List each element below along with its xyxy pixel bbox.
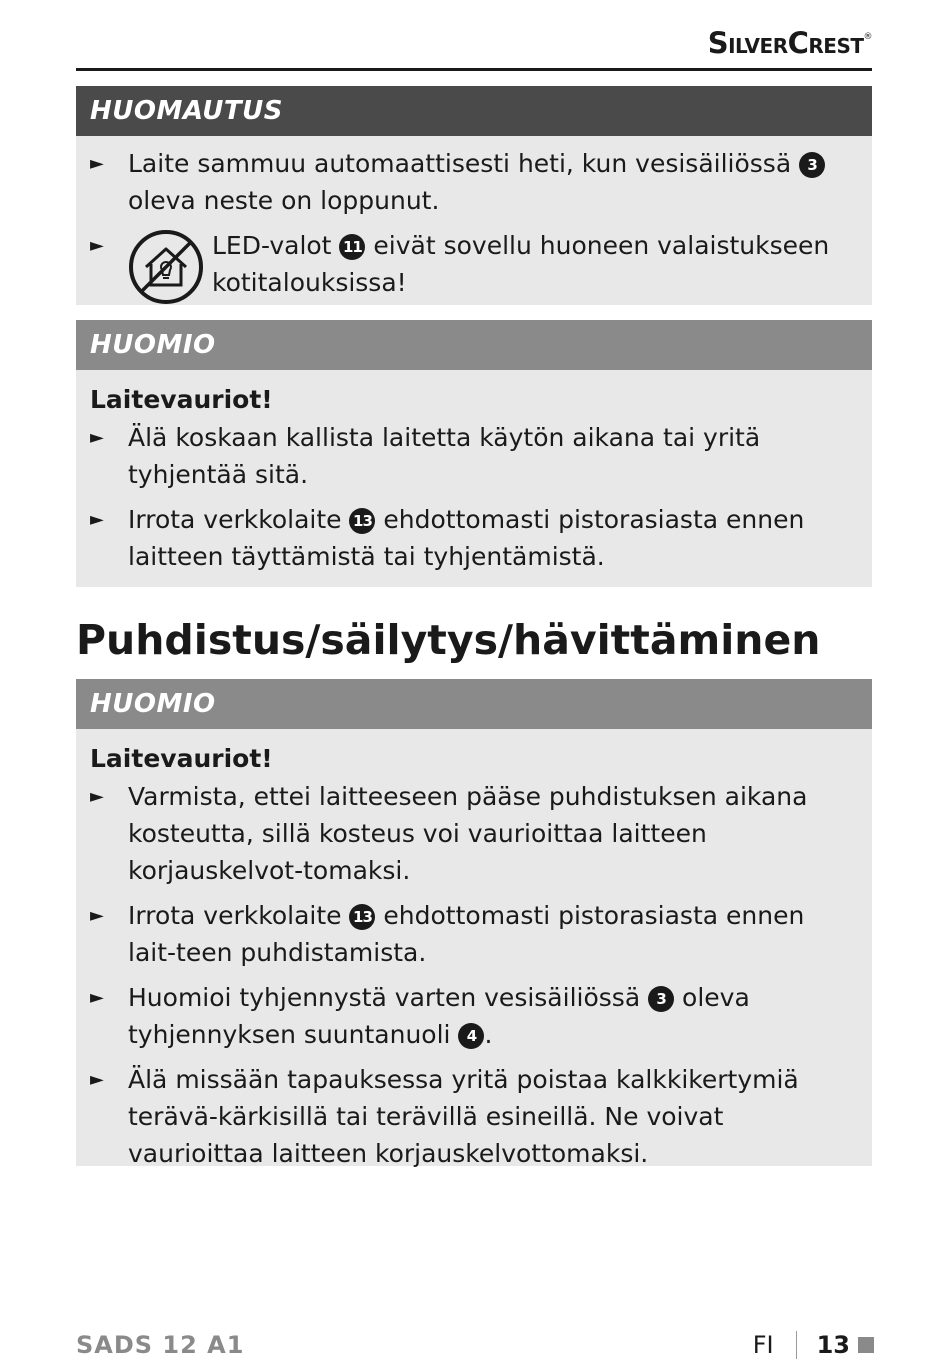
footer-language: FI bbox=[752, 1331, 774, 1359]
ref-number-badge: 3 bbox=[648, 986, 674, 1012]
caution-box-2-subtitle: Laitevauriot! bbox=[90, 744, 273, 773]
registered-mark: ® bbox=[863, 32, 872, 42]
caution-2-item-2 bbox=[76, 897, 872, 971]
caution-box-1-title: HUOMIO bbox=[76, 320, 872, 370]
caution-2-item-4 bbox=[76, 1061, 872, 1172]
triangle-right-icon: ► bbox=[90, 905, 104, 926]
caution-box-2-title: HUOMIO bbox=[76, 679, 872, 729]
caution-2-item-3 bbox=[76, 979, 872, 1053]
caution-2-item-3-before: Huomioi tyhjennystä varten vesisäiliössä bbox=[128, 983, 649, 1012]
caution-1-item-2 bbox=[76, 501, 872, 575]
brand-name: SilverCrest bbox=[707, 26, 864, 60]
note-item-2-before: LED-valot bbox=[212, 231, 340, 260]
triangle-right-icon: ► bbox=[90, 427, 104, 448]
note-box bbox=[76, 86, 872, 305]
footer-divider bbox=[796, 1331, 797, 1359]
note-box-title: HUOMAUTUS bbox=[76, 86, 872, 136]
caution-box-1 bbox=[76, 320, 872, 587]
caution-1-item-1 bbox=[76, 419, 872, 493]
note-item-2-after: eivät sovellu huoneen valaistukseen kotitalouksissa! bbox=[212, 231, 830, 297]
ref-number-badge: 11 bbox=[339, 234, 365, 260]
no-home-lighting-icon bbox=[128, 229, 204, 305]
header-rule bbox=[76, 68, 872, 71]
caution-2-item-1 bbox=[76, 778, 872, 889]
caution-1-item-2-before: Irrota verkkolaite bbox=[128, 505, 350, 534]
triangle-right-icon: ► bbox=[90, 235, 104, 256]
caution-box-2 bbox=[76, 679, 872, 1166]
note-item-2-text bbox=[212, 227, 842, 301]
caution-box-1-subtitle: Laitevauriot! bbox=[90, 385, 273, 414]
caution-2-item-1-text: Varmista, ettei laitteeseen pääse puhdistuksen aikana kosteutta, sillä kosteus voi vaurioittaa laitteen korjauskelvot-tomaksi. bbox=[128, 782, 808, 885]
note-item-1-before: Laite sammuu automaattisesti heti, kun vesisäiliössä bbox=[128, 149, 800, 178]
footer-model: SADS 12 A1 bbox=[76, 1331, 245, 1359]
caution-1-item-1-text: Älä koskaan kallista laitetta käytön aikana tai yritä tyhjentää sitä. bbox=[128, 423, 761, 489]
ref-number-badge: 13 bbox=[349, 904, 375, 930]
ref-number-badge: 13 bbox=[349, 508, 375, 534]
brand-logo bbox=[708, 26, 872, 60]
caution-2-item-2-after: ehdottomasti pistorasiasta ennen lait-teen puhdistamista. bbox=[128, 901, 805, 967]
page-number: 13 bbox=[816, 1331, 850, 1359]
caution-1-item-2-after: ehdottomasti pistorasiasta ennen laitteen täyttämistä tai tyhjentämistä. bbox=[128, 505, 805, 571]
section-title: Puhdistus/säilytys/hävittäminen bbox=[76, 616, 821, 664]
caution-2-item-4-text: Älä missään tapauksessa yritä poistaa kalkkikertymiä terävä-kärkisillä tai terävillä esineillä. Ne voivat vaurioittaa laitteen korjauskelvottomaksi. bbox=[128, 1065, 799, 1168]
ref-number-badge: 3 bbox=[799, 152, 825, 178]
footer-pagination bbox=[753, 1331, 874, 1359]
caution-2-item-3-after2: . bbox=[484, 1020, 493, 1049]
triangle-right-icon: ► bbox=[90, 509, 104, 530]
triangle-right-icon: ► bbox=[90, 153, 104, 174]
ref-number-badge: 4 bbox=[458, 1023, 484, 1049]
caution-2-item-2-before: Irrota verkkolaite bbox=[128, 901, 350, 930]
triangle-right-icon: ► bbox=[90, 786, 104, 807]
triangle-right-icon: ► bbox=[90, 1069, 104, 1090]
note-item-2 bbox=[76, 227, 872, 305]
note-item-1 bbox=[76, 145, 872, 219]
caution-2-item-3-after: oleva tyhjennyksen suuntanuoli bbox=[128, 983, 750, 1049]
triangle-right-icon: ► bbox=[90, 987, 104, 1008]
note-item-1-after: oleva neste on loppunut. bbox=[128, 186, 440, 215]
square-marker-icon bbox=[858, 1337, 874, 1353]
